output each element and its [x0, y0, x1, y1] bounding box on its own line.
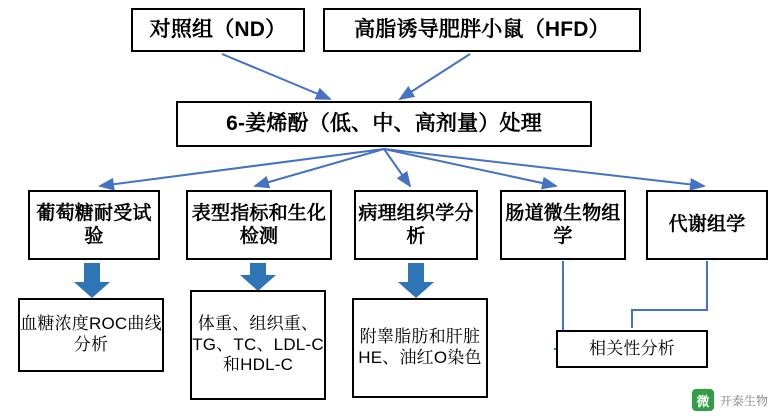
- node-control-group[interactable]: 对照组（ND）: [131, 8, 305, 52]
- connector-nd-to-treatment: [222, 54, 330, 99]
- node-pathology-outputs[interactable]: 附睾脂肪和肝脏HE、油红O染色: [352, 298, 488, 398]
- node-gut-microbiome[interactable]: 肠道微生物组学: [500, 190, 626, 260]
- connector-treatment-to-ogtt: [100, 149, 384, 186]
- wechat-badge-icon: 微: [692, 389, 714, 411]
- node-correlation-analysis[interactable]: 相关性分析: [556, 330, 708, 368]
- node-phenotype-outputs[interactable]: 体重、组织重、TG、TC、LDL-C和HDL-C: [190, 290, 326, 400]
- connector-metabolome-to-correlation: [632, 261, 707, 328]
- block-arrow-ogtt-to-output: [74, 263, 110, 298]
- connector-treatment-to-metabolome: [384, 149, 704, 186]
- node-glucose-roc-analysis[interactable]: 血糖浓度ROC曲线分析: [18, 298, 164, 372]
- node-hfd-group[interactable]: 高脂诱导肥胖小鼠（HFD）: [323, 8, 641, 52]
- connector-treatment-to-microbiome: [384, 149, 556, 186]
- node-shogaol-treatment[interactable]: 6-姜烯酚（低、中、高剂量）处理: [176, 101, 592, 147]
- node-histopathology[interactable]: 病理组织学分析: [354, 190, 478, 260]
- watermark: [692, 389, 768, 411]
- node-phenotype-biochemistry[interactable]: 表型指标和生化检测: [186, 190, 332, 260]
- node-metabolomics[interactable]: 代谢组学: [646, 190, 768, 260]
- connector-treatment-to-pathology: [384, 149, 410, 186]
- block-arrow-pathology-to-output: [398, 263, 434, 298]
- watermark-text: 开泰生物: [719, 393, 768, 408]
- connector-treatment-to-phenotype: [255, 149, 384, 186]
- block-arrow-phenotype-to-output: [240, 263, 276, 291]
- node-glucose-tolerance-test[interactable]: 葡萄糖耐受试验: [28, 190, 160, 260]
- connector-hfd-to-treatment: [400, 54, 470, 99]
